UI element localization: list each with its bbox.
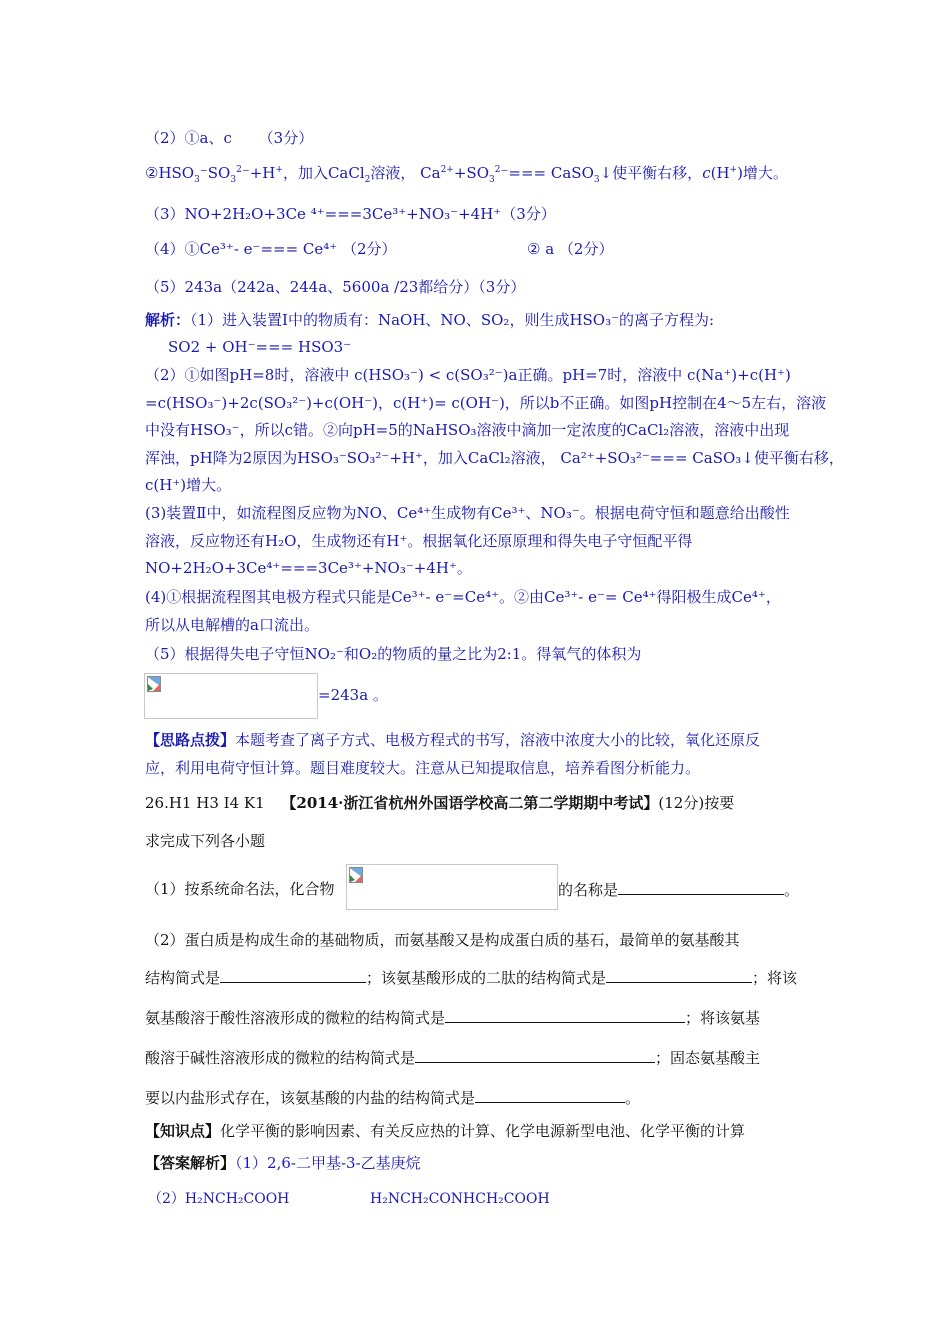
knowledge-point: 【知识点】化学平衡的影响因素、有关反应热的计算、化学电源新型电池、化学平衡的计算: [145, 1122, 746, 1140]
analysis-equation: SO2 + OH⁻=== HSO3⁻: [168, 338, 352, 356]
question-26-part-2-line-3: 氨基酸溶于酸性溶液形成的微粒的结构简式是 ；将该氨基: [145, 1006, 760, 1029]
broken-image-icon: [349, 867, 363, 883]
answer-blank-inner-salt[interactable]: [475, 1086, 625, 1103]
question-source: 【2014·浙江省杭州外国语学校高二第二学期期中考试】: [281, 794, 659, 812]
answer-3: （3）NO+2H₂O+3Ce ⁴⁺===3Ce³⁺+NO₃⁻+4H⁺（3分）: [145, 205, 556, 223]
analysis-p3-line-3: NO+2H₂O+3Ce⁴⁺===3Ce³⁺+NO₃⁻+4H⁺。: [145, 559, 472, 577]
question-26-part-2-line-1: （2）蛋白质是构成生命的基础物质，而氨基酸又是构成蛋白质的基石，最简单的氨基酸其: [145, 931, 740, 949]
analysis-p2-line-3: 中没有HSO₃⁻，所以c错。②向pH=5的NaHSO₃溶液中滴加一定浓度的CaCl₂溶液，溶液中出现: [145, 421, 790, 439]
insight-label: 【思路点拨】: [145, 731, 236, 749]
insight-line-1: 【思路点拨】本题考查了离子方式、电极方程式的书写，溶液中浓度大小的比较，氧化还原反: [145, 731, 761, 749]
answer-blank-basic[interactable]: [415, 1046, 655, 1063]
answer-2-2: $②HSO_3^-SO_3^2^-+H^+$，加入CaCl$_2$溶液， $Ca^{2+}+SO_3^2^-===$ CaSO$_3$↓使平衡右移，c(H+)增大。: [145, 164, 788, 185]
question-26-part-1: （1）按系统命名法，化合物: [145, 880, 335, 898]
compound-structure-image: [346, 864, 558, 910]
analysis-p4-line-2: 所以从电解槽的a口流出。: [145, 616, 319, 634]
analysis-p2-line-2: =c(HSO₃⁻)+2c(SO₃²⁻)+c(OH⁻)，c(H⁺)= c(OH⁻)，所以b不正确。如图pH控制在4～5左右，溶液: [145, 394, 827, 412]
answer-blank-acidic[interactable]: [445, 1006, 685, 1023]
answer-analysis-2: （2）H₂NCH₂COOH H₂NCH₂CONHCH₂COOH: [148, 1191, 550, 1207]
analysis-p3-line-1: (3)装置Ⅱ中，如流程图反应物为NO、Ce⁴⁺生成物有Ce³⁺、NO₃⁻。根据电荷守恒和题意给出酸性: [145, 504, 790, 522]
formula-image-placeholder: [144, 673, 318, 719]
question-26-line-2: 求完成下列各小题: [145, 832, 266, 850]
analysis-p5-result: =243a 。: [318, 686, 388, 704]
question-26-header: 26.H1 H3 I4 K1 【2014·浙江省杭州外国语学校高二第二学期期中考试】(12分)按要: [145, 794, 735, 812]
answer-analysis-1: 【答案解析】（1）2,6-二甲基-3-乙基庚烷: [145, 1154, 421, 1172]
answer-analysis-label: 【答案解析】: [145, 1154, 236, 1172]
analysis-p2-line-1: （2）①如图pH=8时，溶液中 c(HSO₃⁻) < c(SO₃²⁻)a正确。pH=7时，溶液中 c(Na⁺)+c(H⁺): [145, 366, 791, 384]
answer-4: （4）①Ce³⁺- e⁻=== Ce⁴⁺ （2分） ② a （2分）: [145, 240, 614, 258]
analysis-label: 解析：: [145, 311, 191, 329]
answer-blank-name[interactable]: [618, 878, 784, 895]
analysis-p2-line-4: 浑浊，pH降为2原因为HSO₃⁻SO₃²⁻+H⁺，加入CaCl₂溶液， Ca²⁺+SO₃²⁻=== CaSO₃↓使平衡右移，: [145, 449, 844, 467]
answer-blank-glycine[interactable]: [220, 966, 366, 983]
analysis-p4-line-1: (4)①根据流程图其电极方程式只能是Ce³⁺- e⁻=Ce⁴⁺。②由Ce³⁺- e⁻= Ce⁴⁺得阳极生成Ce⁴⁺，: [145, 588, 781, 606]
answer-5: （5）243a（242a、244a、5600a /23都给分）（3分）: [145, 278, 526, 296]
answer-blank-dipeptide[interactable]: [606, 966, 752, 983]
insight-line-2: 应，利用电荷守恒计算。题目难度较大。注意从已知提取信息，培养看图分析能力。: [145, 759, 701, 777]
knowledge-label: 【知识点】: [145, 1122, 221, 1140]
answer-2-1: （2）①a、c （3分）: [145, 129, 314, 147]
question-26-part-2-line-5: 要以内盐形式存在，该氨基酸的内盐的结构简式是 。: [145, 1086, 640, 1109]
question-26-part-1-b: 的名称是 。: [558, 878, 799, 901]
analysis-line-1: 解析：（1）进入装置Ⅰ中的物质有：NaOH、NO、SO₂，则生成HSO₃⁻的离子方程为:: [145, 311, 715, 329]
question-26-part-2-line-2: 结构简式是 ；该氨基酸形成的二肽的结构简式是 ；将该: [145, 966, 797, 989]
analysis-p2-line-5: c(H⁺)增大。: [145, 476, 232, 494]
analysis-p5-line-1: （5）根据得失电子守恒NO₂⁻和O₂的物质的量之比为2:1。得氧气的体积为: [145, 645, 642, 663]
question-26-part-2-line-4: 酸溶于碱性溶液形成的微粒的结构简式是 ；固态氨基酸主: [145, 1046, 760, 1069]
broken-image-icon: [147, 676, 161, 692]
analysis-p3-line-2: 溶液，反应物还有H₂O，生成物还有H⁺。根据氧化还原原理和得失电子守恒配平得: [145, 532, 693, 550]
